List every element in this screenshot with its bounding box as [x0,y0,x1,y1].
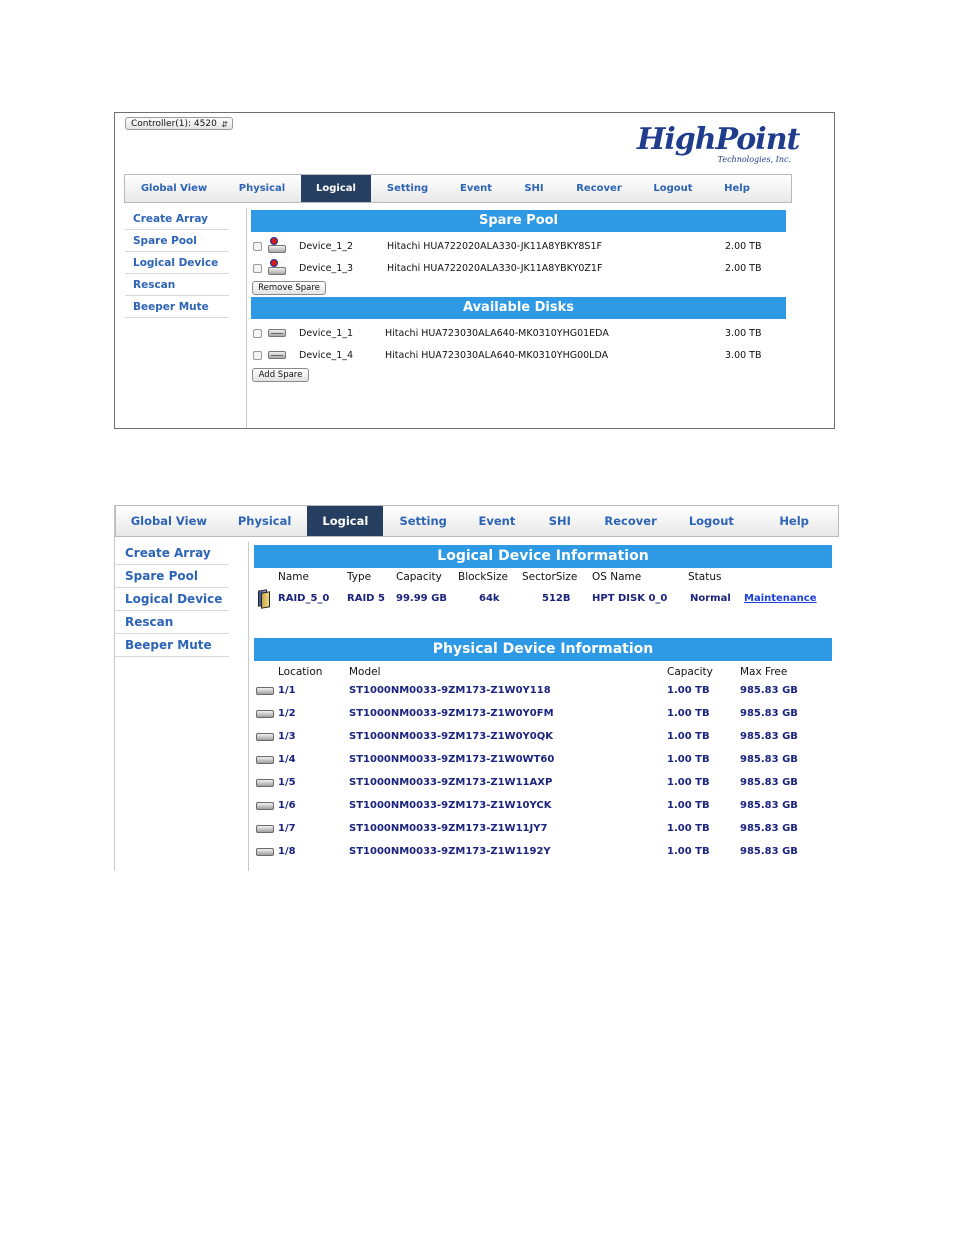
tab-setting[interactable]: Setting [386,183,429,194]
device-capacity: 2.00 TB [725,240,762,252]
main-nav [124,174,792,203]
pd-capacity: 1.00 TB [667,754,710,765]
pd-model: ST1000NM0033-9ZM173-Z1W0WT60 [349,754,555,765]
pd-model: ST1000NM0033-9ZM173-Z1W0Y0FM [349,708,554,719]
col-capacity: Capacity [396,571,442,583]
spare-row [253,236,793,256]
row-checkbox[interactable] [253,264,262,273]
device-capacity: 3.00 TB [725,327,762,339]
hard-drive-icon [256,756,274,764]
col-location: Location [278,666,323,678]
physical-device-header: Physical Device Information [254,638,832,661]
logical-osname: HPT DISK 0_0 [592,593,668,604]
pd-location[interactable]: 1/2 [278,708,296,719]
tab-global-view[interactable]: Global View [130,514,207,528]
hard-drive-icon [256,733,274,741]
sidebar-item-create-array[interactable]: Create Array [115,542,229,565]
pd-capacity: 1.00 TB [667,846,710,857]
pd-capacity: 1.00 TB [667,823,710,834]
col-sectorsize: SectorSize [522,571,578,583]
sidebar-item-beeper-mute[interactable]: Beeper Mute [115,634,229,657]
row-checkbox[interactable] [253,351,262,360]
tab-logout[interactable]: Logout [653,183,693,194]
logical-device-header: Logical Device Information [254,545,832,568]
hard-drive-icon [256,825,274,833]
sidebar-item-beeper-mute[interactable]: Beeper Mute [125,296,229,318]
pd-location[interactable]: 1/3 [278,731,296,742]
spare-pool-header: Spare Pool [251,210,786,232]
pd-model: ST1000NM0033-9ZM173-Z1W10YCK [349,800,552,811]
pd-capacity: 1.00 TB [667,685,710,696]
hard-drive-icon [256,710,274,718]
available-row [253,345,793,365]
pd-capacity: 1.00 TB [667,800,710,811]
logical-name[interactable]: RAID_5_0 [278,593,330,604]
device-name: Device_1_4 [299,349,354,361]
tab-help[interactable]: Help [724,183,750,194]
device-model: Hitachi HUA723030ALA640-MK0310YHG00LDA [385,349,609,361]
logo-subtext: Technologies, Inc. [717,155,791,164]
available-row [253,323,793,343]
tab-logout[interactable]: Logout [688,514,734,528]
tab-logical[interactable]: Logical [307,506,383,536]
pd-maxfree: 985.83 GB [740,731,798,742]
pd-capacity: 1.00 TB [667,708,710,719]
pd-location[interactable]: 1/5 [278,777,296,788]
col-blocksize: BlockSize [458,571,508,583]
device-name: Device_1_3 [299,262,354,274]
pd-maxfree: 985.83 GB [740,846,798,857]
sidebar-item-spare-pool[interactable]: Spare Pool [125,230,229,252]
tab-global-view[interactable]: Global View [140,183,208,194]
spare-disk-icon [268,239,286,253]
sidebar-item-logical-device[interactable]: Logical Device [115,588,229,611]
logo-text: HighPoint [637,122,800,157]
pd-location[interactable]: 1/1 [278,685,296,696]
device-name: Device_1_1 [299,327,354,339]
logical-sectorsize: 512B [542,593,571,604]
sidebar [115,542,249,871]
tab-help[interactable]: Help [779,514,809,528]
tab-physical[interactable]: Physical [238,183,286,194]
logical-blocksize: 64k [479,593,500,604]
device-name: Device_1_2 [299,240,354,252]
controller-select[interactable] [125,117,233,130]
pd-location[interactable]: 1/4 [278,754,296,765]
sidebar-item-logical-device[interactable]: Logical Device [125,252,229,274]
pd-maxfree: 985.83 GB [740,777,798,788]
col-status: Status [688,571,722,583]
hard-drive-icon [268,329,286,337]
pd-model: ST1000NM0033-9ZM173-Z1W11JY7 [349,823,548,834]
hard-drive-icon [256,687,274,695]
sidebar-item-rescan[interactable]: Rescan [115,611,229,634]
col-name: Name [278,571,309,583]
device-model: Hitachi HUA723030ALA640-MK0310YHG01EDA [385,327,609,339]
main-nav [115,505,839,537]
controller-select-value: Controller(1): 4520 [131,119,217,129]
pd-model: ST1000NM0033-9ZM173-Z1W0Y0QK [349,731,553,742]
col-maxfree: Max Free [740,666,788,678]
spare-pool-screenshot [114,112,835,429]
hard-drive-icon [268,351,286,359]
device-model: Hitachi HUA722020ALA330-JK11A8YBKY8S1F [387,240,602,252]
col-type: Type [347,571,372,583]
device-capacity: 2.00 TB [725,262,762,274]
hard-drive-icon [256,802,274,810]
spare-row [253,258,793,278]
sidebar-item-spare-pool[interactable]: Spare Pool [115,565,229,588]
tab-recover[interactable]: Recover [576,183,622,194]
add-spare-button[interactable]: Add Spare [252,368,309,382]
tab-event[interactable]: Event [459,183,493,194]
tab-recover[interactable]: Recover [604,514,657,528]
pd-model: ST1000NM0033-9ZM173-Z1W0Y118 [349,685,551,696]
pd-model: ST1000NM0033-9ZM173-Z1W11AXP [349,777,553,788]
pd-maxfree: 985.83 GB [740,800,798,811]
col-capacity: Capacity [667,666,713,678]
device-model: Hitachi HUA722020ALA330-JK11A8YBKY0Z1F [387,262,603,274]
pd-capacity: 1.00 TB [667,777,710,788]
row-checkbox[interactable] [253,329,262,338]
device-capacity: 3.00 TB [725,349,762,361]
pd-capacity: 1.00 TB [667,731,710,742]
remove-spare-button[interactable]: Remove Spare [252,281,326,295]
sidebar [125,208,247,428]
hard-drive-icon [256,848,274,856]
pd-location[interactable]: 1/7 [278,823,296,834]
hard-drive-icon [256,779,274,787]
tab-physical[interactable]: Physical [237,514,292,528]
row-checkbox[interactable] [253,242,262,251]
available-disks-header: Available Disks [251,297,786,319]
tab-event[interactable]: Event [478,514,516,528]
select-arrows-icon: ⇵ [221,120,228,129]
highpoint-logo [637,122,800,169]
tab-shi[interactable]: SHI [524,183,544,194]
sidebar-item-create-array[interactable]: Create Array [125,208,229,230]
raid-array-icon [258,590,270,608]
pd-maxfree: 985.83 GB [740,754,798,765]
logical-capacity: 99.99 GB [396,593,447,604]
col-osname: OS Name [592,571,642,583]
pd-location[interactable]: 1/8 [278,846,296,857]
logical-device-screenshot [114,505,838,871]
pd-location[interactable]: 1/6 [278,800,296,811]
col-model: Model [349,666,381,678]
spare-disk-icon [268,261,286,275]
logical-type: RAID 5 [347,593,385,604]
logical-status: Normal [690,593,731,604]
tab-logical[interactable]: Logical [301,175,371,202]
pd-model: ST1000NM0033-9ZM173-Z1W1192Y [349,846,551,857]
sidebar-item-rescan[interactable]: Rescan [125,274,229,296]
maintenance-link[interactable]: Maintenance [744,593,817,604]
pd-maxfree: 985.83 GB [740,685,798,696]
pd-maxfree: 985.83 GB [740,823,798,834]
pd-maxfree: 985.83 GB [740,708,798,719]
tab-shi[interactable]: SHI [548,514,571,528]
tab-setting[interactable]: Setting [399,514,447,528]
